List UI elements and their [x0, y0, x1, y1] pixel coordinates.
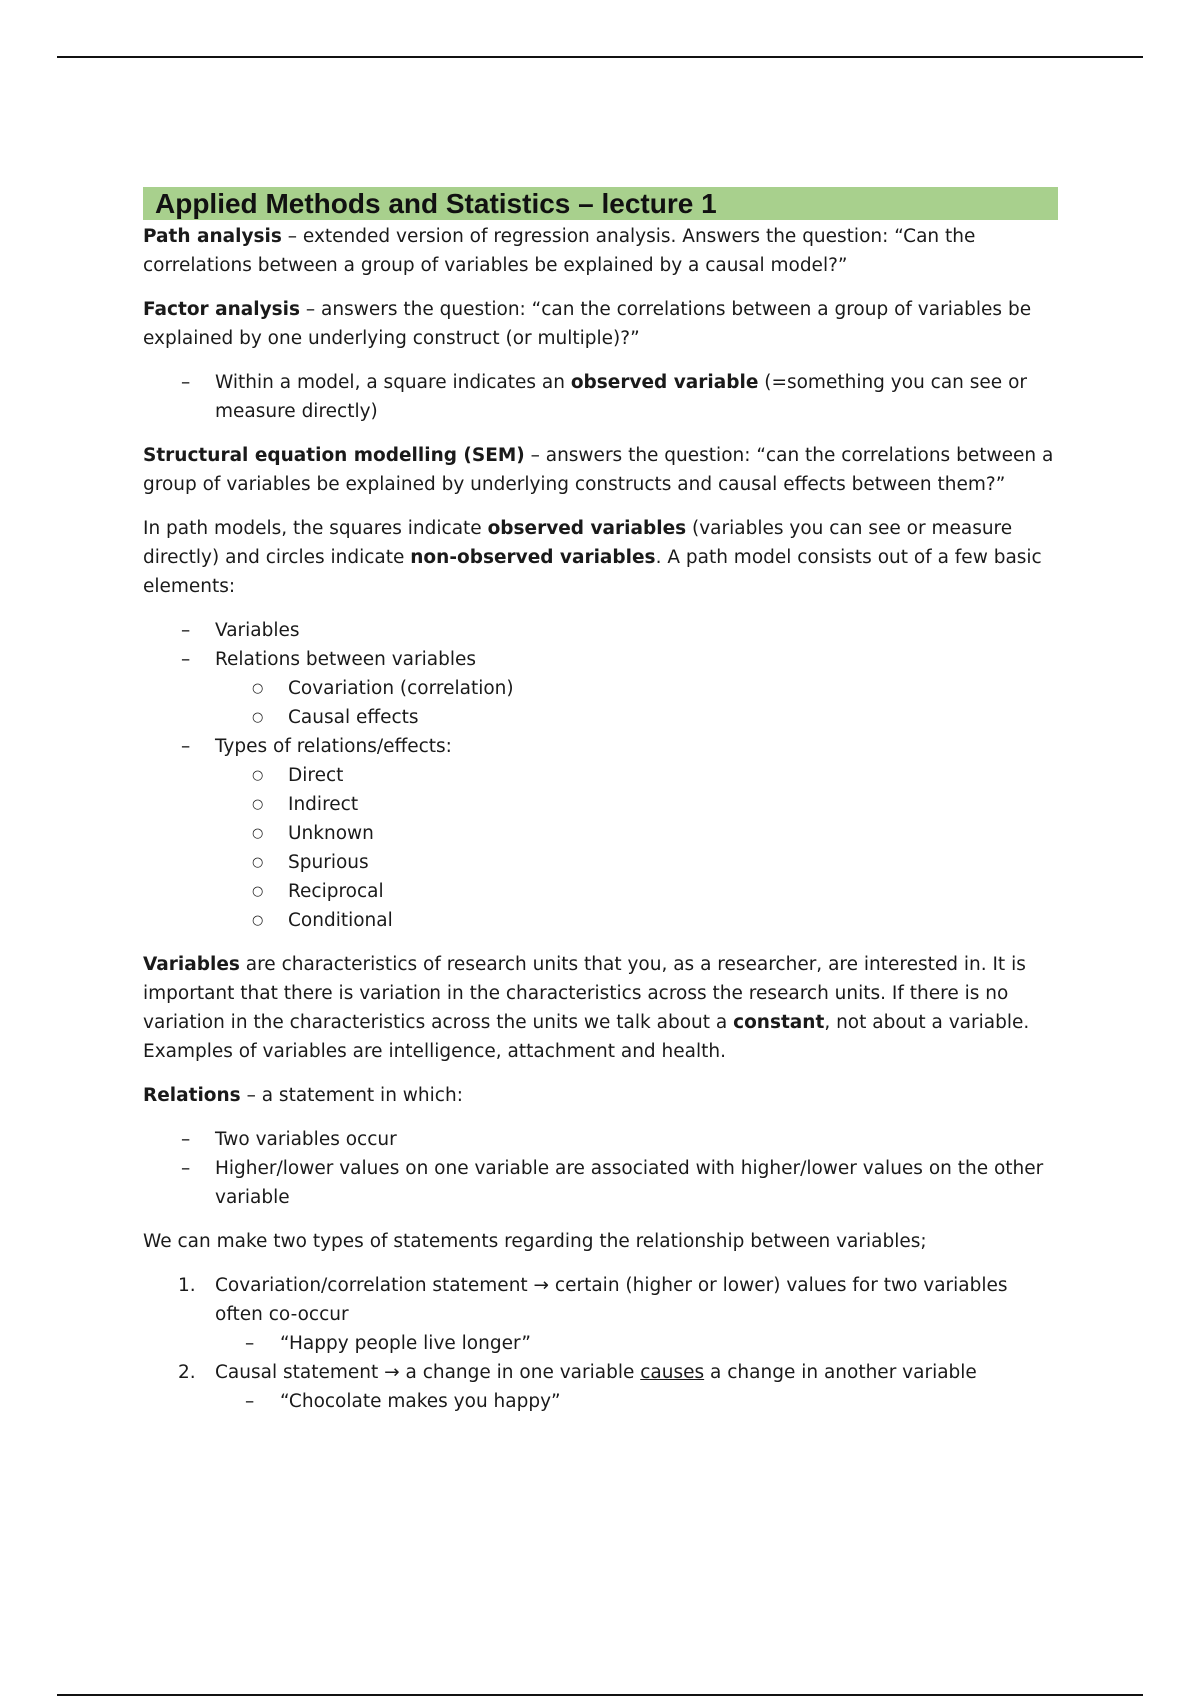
- example-item: – “Chocolate makes you happy”: [143, 1387, 1058, 1416]
- path-analysis-text: – extended version of regression analysis. Answers the question: “Can the correlations between a group of variables be explained by a causal model?”: [143, 226, 976, 276]
- variables-term: Variables: [143, 954, 240, 975]
- list-item: ○ Unknown: [143, 819, 1058, 848]
- relations-sublist: [215, 674, 1058, 732]
- sem-term: Structural equation modelling (SEM): [143, 445, 525, 466]
- list-item: ○ Conditional: [143, 906, 1058, 935]
- list-number: 2.: [178, 1362, 196, 1383]
- example-item: – “Happy people live longer”: [143, 1329, 1058, 1358]
- relations-term: Relations: [143, 1085, 241, 1106]
- list-number: 1.: [178, 1275, 196, 1296]
- example-sublist: [215, 1329, 1058, 1358]
- list-item: – Higher/lower values on one variable are associated with higher/lower values on the other variable: [143, 1154, 1058, 1212]
- sem-paragraph: [143, 441, 1058, 499]
- list-item: ○ Causal effects: [143, 703, 1058, 732]
- list-item: – Variables: [143, 616, 1058, 645]
- causes-underlined: causes: [640, 1362, 705, 1383]
- factor-analysis-bullets: [143, 368, 1058, 426]
- list-item: ○ Reciprocal: [143, 877, 1058, 906]
- footer-rule: [57, 1694, 1143, 1696]
- path-models-paragraph: In path models, the squares indicate observed variables (variables you can see or measure directly) and circles indicate non-observed variables. A path model consists out of a few basic elements:: [143, 518, 1042, 597]
- observed-variables-term: observed variables: [487, 518, 687, 539]
- factor-analysis-text: – answers the question: “can the correlations between a group of variables be explained by one underlying construct (or multiple)?”: [143, 299, 1032, 349]
- path-analysis-paragraph: [143, 222, 1058, 280]
- types-sublist: [215, 761, 1058, 935]
- non-observed-variables-term: non-observed variables: [410, 547, 656, 568]
- list-item: 2. Causal statement → a change in one variable causes a change in another variable – “Chocolate makes you happy”: [143, 1358, 1058, 1416]
- list-item: 1. Covariation/correlation statement → certain (higher or lower) values for two variables often co-occur – “Happy people live longer”: [143, 1271, 1058, 1358]
- list-item: ○ Spurious: [143, 848, 1058, 877]
- observed-variable-term: observed variable: [570, 372, 759, 393]
- list-item: – Types of relations/effects: ○ Direct ○ Indirect ○ Unknown ○ Spurious ○ Reciprocal ○ Conditional: [143, 732, 1058, 935]
- list-item: ○ Indirect: [143, 790, 1058, 819]
- list-item: ○ Direct: [143, 761, 1058, 790]
- example-sublist: [215, 1387, 1058, 1416]
- relations-list: [143, 1125, 1058, 1212]
- list-item: ○ Covariation (correlation): [143, 674, 1058, 703]
- factor-analysis-term: Factor analysis: [143, 299, 301, 320]
- document-body: [143, 187, 1058, 1431]
- path-model-elements-list: [143, 616, 1058, 935]
- list-item: – Within a model, a square indicates an observed variable (=something you can see or measure directly): [143, 368, 1058, 426]
- list-item: – Relations between variables ○ Covariation (correlation) ○ Causal effects: [143, 645, 1058, 732]
- sem-text: – answers the question: “can the correlations between a group of variables be explained by underlying constructs and causal effects between them?”: [143, 445, 1054, 495]
- path-analysis-term: Path analysis: [143, 226, 282, 247]
- variables-paragraph: Variables are characteristics of research units that you, as a researcher, are interested in. It is important that there is variation in the characteristics across the research units. If there is no variation in the characteristics across the units we talk about a constant, not about a variable. Examples of variables are intelligence, attachment and health.: [143, 954, 1030, 1062]
- statements-intro: We can make two types of statements regarding the relationship between variables;: [143, 1231, 927, 1252]
- factor-analysis-paragraph: [143, 295, 1058, 353]
- relations-paragraph: Relations – a statement in which:: [143, 1085, 463, 1106]
- document-title: Applied Methods and Statistics – lecture 1: [143, 187, 1058, 220]
- header-rule: [57, 56, 1143, 58]
- constant-term: constant: [733, 1012, 825, 1033]
- list-item: – Two variables occur: [143, 1125, 1058, 1154]
- statements-list: [143, 1271, 1058, 1416]
